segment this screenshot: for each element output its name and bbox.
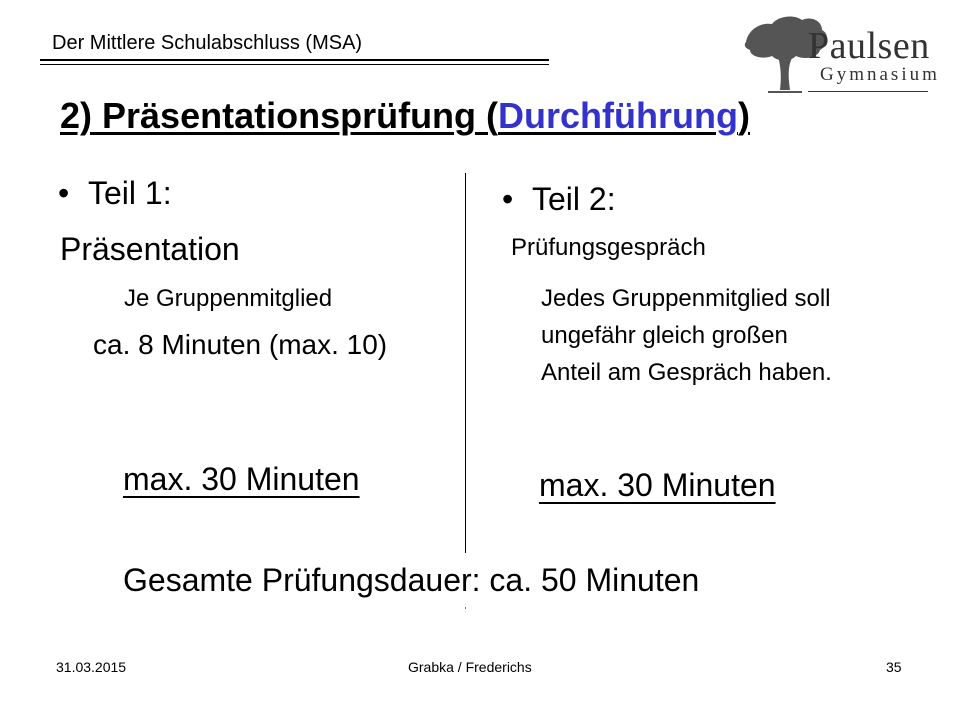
right-paragraph: Jedes Gruppenmitglied soll ungefähr gleich großen Anteil am Gespräch haben.: [541, 285, 832, 386]
slide-title: [60, 95, 750, 137]
bullet-dot: •: [502, 181, 514, 217]
left-heading: Präsentation: [60, 231, 240, 267]
bullet-dot: •: [58, 175, 70, 211]
logo-name: Paulsen: [808, 25, 930, 67]
header-rule-thin: [40, 64, 549, 65]
left-bullet-label: Teil 1:: [88, 175, 172, 211]
logo-underline: [808, 91, 928, 92]
footer-authors: Grabka / Frederichs: [408, 659, 532, 675]
footer-date: 31.03.2015: [56, 659, 127, 675]
total-duration: Gesamte Prüfungsdauer: ca. 50 Minuten: [123, 562, 700, 598]
left-line1: Je Gruppenmitglied: [124, 285, 333, 312]
right-bullet: [502, 181, 616, 218]
left-max-duration: max. 30 Minuten: [123, 461, 360, 497]
header-title: Der Mittlere Schulabschluss (MSA): [52, 32, 363, 54]
right-max-duration: max. 30 Minuten: [539, 467, 776, 503]
slide-title-link[interactable]: Durchführung: [498, 95, 738, 136]
header-rule: [40, 59, 549, 61]
divider-dot: [465, 607, 466, 609]
logo-subtitle: Gymnasium: [820, 64, 940, 85]
right-bullet-label: Teil 2:: [532, 181, 616, 217]
left-line2: ca. 8 Minuten (max. 10): [93, 329, 388, 360]
left-bullet: [58, 175, 172, 212]
column-divider: [465, 173, 466, 553]
footer-page-number: 35: [886, 659, 902, 675]
slide-title-prefix: 2) Präsentationsprüfung (: [60, 95, 499, 136]
right-heading: Prüfungsgespräch: [511, 234, 706, 261]
slide-title-suffix: ): [738, 95, 750, 136]
